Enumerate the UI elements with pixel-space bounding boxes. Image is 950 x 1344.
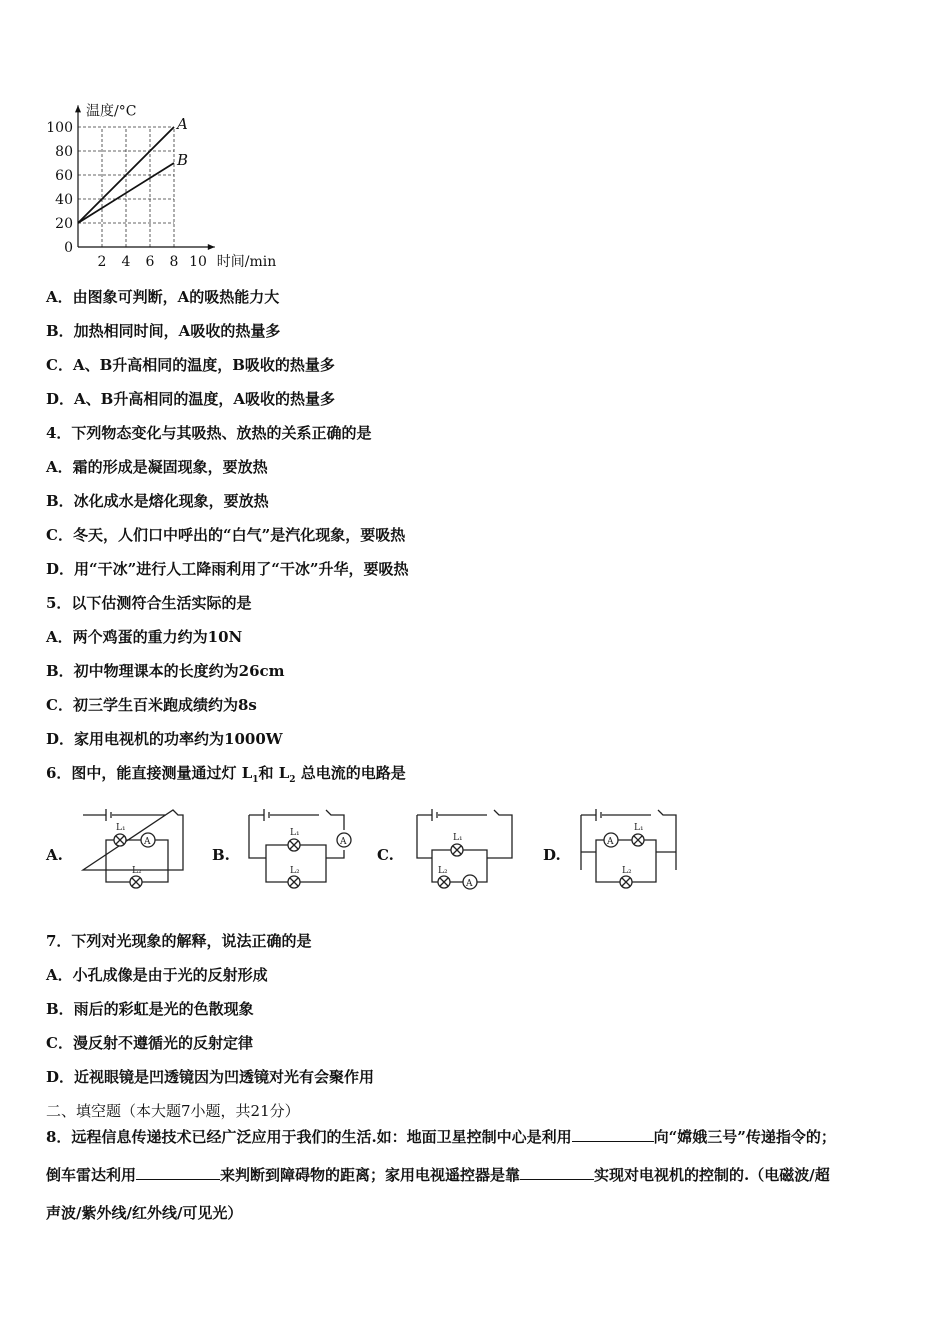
q8-blank-2 — [136, 1165, 220, 1180]
ammeter-icon — [463, 875, 477, 889]
x-tick-label: 10 — [189, 254, 207, 270]
q5-option-d: D．家用电视机的功率约为1000W — [46, 730, 283, 748]
q6-option-b-label: B. — [212, 846, 230, 864]
q7-option-c: C．漫反射不遵循光的反射定律 — [46, 1034, 253, 1052]
q4-option-d: D．用“干冰”进行人工降雨利用了“干冰”升华，要吸热 — [46, 560, 409, 578]
circuit-b-diagram — [244, 800, 354, 895]
q3-option-a: A．由图象可判断，A的吸热能力大 — [46, 288, 280, 306]
circuit-d-diagram — [576, 800, 686, 895]
q4-stem: 4．下列物态变化与其吸热、放热的关系正确的是 — [46, 424, 372, 442]
q6-stem-a: 6．图中，能直接测量通过灯 — [46, 764, 237, 782]
lamp-l1-icon — [288, 839, 300, 851]
q8-part-3: 倒车雷达利用 — [46, 1166, 137, 1184]
q8-line-2 — [46, 1164, 830, 1185]
q8-part-1: 8．远程信息传递技术已经广泛应用于我们的生活.如：地面卫星控制中心是利用 — [46, 1128, 572, 1146]
circuit-a-diagram — [78, 800, 188, 895]
q8-blank-3 — [520, 1165, 594, 1180]
q8-line-1 — [46, 1126, 836, 1147]
q3-option-c: C．A、B升高相同的温度，B吸收的热量多 — [46, 356, 335, 374]
q5-option-a: A．两个鸡蛋的重力约为10N — [46, 628, 243, 646]
lamp-l1-label: L₁ — [290, 828, 300, 838]
lamp-l2-label: L₂ — [290, 866, 300, 876]
q5-option-b: B．初中物理课本的长度约为26cm — [46, 662, 285, 680]
q8-part-4: 来判断到障碍物的距离；家用电视遥控器是靠 — [220, 1166, 521, 1184]
lamp-l1-label: L₁ — [634, 823, 644, 833]
q4-option-c: C．冬天，人们口中呼出的“白气”是汽化现象，要吸热 — [46, 526, 406, 544]
ammeter-icon — [604, 833, 618, 847]
y-tick-label: 80 — [55, 144, 73, 160]
q8-blank-1 — [572, 1127, 654, 1142]
ammeter-icon — [337, 833, 351, 847]
lamp-l2-icon — [620, 876, 632, 888]
q6-option-d-label: D. — [543, 846, 561, 864]
series-label-b: B — [177, 151, 189, 169]
q7-option-b: B．雨后的彩虹是光的色散现象 — [46, 1000, 254, 1018]
y-tick-label: 20 — [55, 216, 73, 232]
y-tick-label: 60 — [55, 168, 73, 184]
q4-option-a: A．霜的形成是凝固现象，要放热 — [46, 458, 268, 476]
q8-part-5: 实现对电视机的控制的.（电磁波/超 — [594, 1166, 830, 1184]
lamp-l1-icon — [451, 844, 463, 856]
y-tick-label: 100 — [46, 120, 73, 136]
y-tick-label: 40 — [55, 192, 73, 208]
x-tick-label: 8 — [169, 254, 179, 270]
q5-option-c: C．初三学生百米跑成绩约为8s — [46, 696, 257, 714]
lamp-l1-icon — [632, 834, 644, 846]
q6-option-a-label: A. — [46, 846, 63, 864]
y-axis-label: 温度/°C — [86, 103, 137, 120]
q8-line-3: 声波/紫外线/红外线/可见光） — [46, 1204, 243, 1222]
q6-stem — [46, 762, 406, 785]
ammeter-label: A — [466, 879, 473, 889]
q4-option-b: B．冰化成水是熔化现象，要放热 — [46, 492, 269, 510]
section-2-heading: 二、填空题（本大题7小题，共21分） — [46, 1102, 300, 1120]
q3-option-b: B．加热相同时间，A吸收的热量多 — [46, 322, 281, 340]
x-tick-label: 6 — [145, 254, 155, 270]
series-label-a: A — [177, 115, 188, 133]
q3-option-d: D．A、B升高相同的温度，A吸收的热量多 — [46, 390, 335, 408]
ammeter-label: A — [144, 837, 151, 847]
lamp-l2-label: L₂ — [622, 866, 632, 876]
q6-stem-b: 总电流的电路是 — [300, 764, 406, 782]
lamp-l2-label: L₂ — [438, 866, 448, 876]
lamp-l1-label: L₁ — [453, 833, 463, 843]
x-tick-label: 2 — [97, 254, 107, 270]
x-axis-label: 时间/min — [216, 254, 277, 270]
q7-stem: 7．下列对光现象的解释，说法正确的是 — [46, 932, 312, 950]
lamp-l2-label: L₂ — [132, 866, 142, 876]
q7-option-d: D．近视眼镜是凹透镜因为凹透镜对光有会聚作用 — [46, 1068, 375, 1086]
q8-part-2: 向“嫦娥三号”传递指令的； — [653, 1128, 836, 1146]
q6-l2: $L_2$ — [278, 764, 296, 785]
lamp-l2-icon — [288, 876, 300, 888]
y-axis-arrow — [75, 105, 81, 112]
lamp-l1-label: L₁ — [116, 823, 126, 833]
temperature-time-graph — [40, 100, 290, 275]
q6-and: 和 — [258, 764, 274, 782]
circuit-c-diagram — [412, 800, 522, 895]
ammeter-label: A — [607, 837, 614, 847]
q5-stem: 5．以下估测符合生活实际的是 — [46, 594, 252, 612]
y-tick-label: 0 — [64, 240, 73, 256]
x-axis-arrow — [208, 244, 215, 250]
ammeter-icon — [141, 833, 155, 847]
lamp-l1-icon — [114, 834, 126, 846]
q7-option-a: A．小孔成像是由于光的反射形成 — [46, 966, 268, 984]
lamp-l2-icon — [438, 876, 450, 888]
x-tick-label: 4 — [121, 254, 131, 270]
q6-option-c-label: C. — [377, 846, 394, 864]
lamp-l2-icon — [130, 876, 142, 888]
ammeter-label: A — [340, 837, 347, 847]
q6-l1: $L_1$ — [241, 764, 259, 785]
